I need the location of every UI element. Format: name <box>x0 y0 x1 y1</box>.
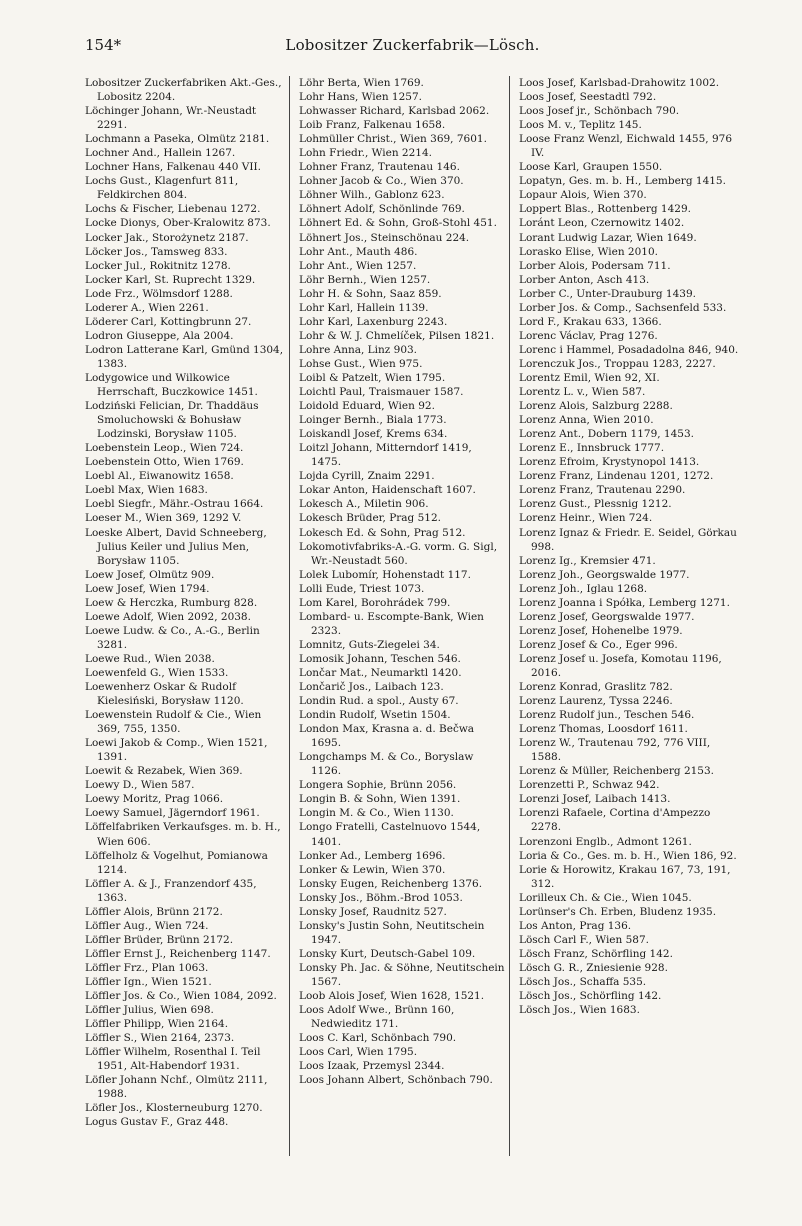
directory-entry: Lorber Jos. & Comp., Sachsenfeld 533. <box>519 301 727 314</box>
directory-entry: Los Anton, Prag 136. <box>519 919 632 932</box>
directory-entry: Lonsky Eugen, Reichenberg 1376. <box>299 877 483 890</box>
directory-entry: Londin Rud. a spol., Austy 67. <box>299 695 459 708</box>
directory-entry: Lorenczuk Jos., Troppau 1283, 2227. <box>519 357 716 370</box>
directory-entry: Lomosik Johann, Teschen 546. <box>299 652 461 665</box>
directory-entry: Loewy Samuel, Jägerndorf 1961. <box>85 807 260 820</box>
directory-entry: Lorant Ludwig Lazar, Wien 1649. <box>519 231 697 244</box>
directory-entry: Loibl & Patzelt, Wien 1795. <box>299 371 446 384</box>
directory-entry: Löhner Wilh., Gablonz 623. <box>299 189 445 202</box>
directory-entry: Lohmüller Christ., Wien 369, 7601. <box>299 133 487 146</box>
directory-entry: Lolek Lubomír, Hohenstadt 117. <box>299 568 471 581</box>
directory-entry: Löffelholz & Vogelhut, Pomianowa 1214. <box>85 849 268 876</box>
directory-entry: Loichtl Paul, Traismauer 1587. <box>299 386 464 399</box>
directory-entry: Lodron Giuseppe, Ala 2004. <box>85 329 234 342</box>
directory-entry: Loránt Leon, Czernowitz 1402. <box>519 217 685 230</box>
directory-entry: Loewit & Rezabek, Wien 369. <box>85 765 243 778</box>
directory-entry: Löfler Jos., Klosterneuburg 1270. <box>85 1102 263 1115</box>
directory-entry: Lorenz Gust., Plessnig 1212. <box>519 498 672 511</box>
directory-entry: Löderer Carl, Kottingbrunn 27. <box>85 315 252 328</box>
directory-entry: Loppert Blas., Rottenberg 1429. <box>519 203 691 216</box>
directory-entry: Lonsky Ph. Jac. & Söhne, Neutitschein 1567. <box>299 961 505 988</box>
directory-entry: Lohwasser Richard, Karlsbad 2062. <box>299 105 490 118</box>
directory-entry: Loewenherz Oskar & Rudolf Kielesiński, Borysław 1120. <box>85 681 244 708</box>
directory-entry: Lochs Gust., Klagenfurt 811, Feldkirchen 804. <box>85 175 239 202</box>
directory-entry: Loewenstein Rudolf & Cie., Wien 369, 755, 1350. <box>85 709 262 736</box>
directory-entry: Lokar Anton, Haidenschaft 1607. <box>299 484 476 497</box>
directory-entry: Lösch G. R., Zniesienie 928. <box>519 961 668 974</box>
directory-entry: Lonker Ad., Lemberg 1696. <box>299 849 446 862</box>
directory-entry: Locke Dionys, Ober-Kralowitz 873. <box>85 217 271 230</box>
directory-entry: Lokomotivfabriks-A.-G. vorm. G. Sigl, Wr.-Neustadt 560. <box>299 540 498 567</box>
directory-entry: Löffler Brüder, Brünn 2172. <box>85 933 234 946</box>
directory-entry: Loinger Bernh., Biala 1773. <box>299 414 447 427</box>
directory-entry: Löffler Philipp, Wien 2164. <box>85 1018 229 1031</box>
directory-entry: Loewy D., Wien 587. <box>85 779 195 792</box>
directory-entry: Lochner And., Hallein 1267. <box>85 147 236 160</box>
directory-entry: Loose Franz Wenzl, Eichwald 1455, 976 IV. <box>519 133 732 160</box>
directory-entry: Löfler Johann Nchf., Olmütz 2111, 1988. <box>85 1074 268 1101</box>
directory-entry: Lösch Carl F., Wien 587. <box>519 933 649 946</box>
directory-entry: Loew Josef, Wien 1794. <box>85 582 210 595</box>
directory-entry: Löffler Jos. & Co., Wien 1084, 2092. <box>85 990 277 1003</box>
directory-entry: Lorenzetti P., Schwaz 942. <box>519 779 660 792</box>
directory-entry: Lomnitz, Guts-Ziegelei 34. <box>299 638 440 651</box>
directory-entry: Lorenz Ignaz & Friedr. E. Seidel, Görkau 998. <box>519 526 737 553</box>
directory-entry: Lorasko Elise, Wien 2010. <box>519 245 658 258</box>
directory-entry: Löffler Aug., Wien 724. <box>85 919 209 932</box>
directory-entry: Loos M. v., Teplitz 145. <box>519 119 642 132</box>
directory-entry: Lodygowice und Wilkowice Herrschaft, Buczkowice 1451. <box>85 371 258 399</box>
directory-entry: Lösch Franz, Schörfling 142. <box>519 947 673 960</box>
directory-entry: Löffler S., Wien 2164, 2373. <box>85 1032 235 1045</box>
directory-entry: Londin Rudolf, Wsetin 1504. <box>299 709 451 722</box>
directory-entry: Loose Karl, Graupen 1550. <box>519 161 663 174</box>
directory-entry: Loebenstein Otto, Wien 1769. <box>85 456 244 469</box>
directory-entry: Lorilleux Ch. & Cie., Wien 1045. <box>519 891 692 904</box>
directory-entry: Lorenz Rudolf jun., Teschen 546. <box>519 709 695 722</box>
directory-entry: Lončarič Jos., Laibach 123. <box>299 681 444 694</box>
directory-entry: Lorenz Heinr., Wien 724. <box>519 512 653 525</box>
directory-entry: Loob Alois Josef, Wien 1628, 1521. <box>299 990 485 1003</box>
directory-entry: Locker Karl, St. Ruprecht 1329. <box>85 273 256 286</box>
entry-columns <box>85 76 740 1156</box>
directory-entry: Lohr & W. J. Chmelíček, Pilsen 1821. <box>299 329 495 342</box>
directory-entry: Lohr Ant., Wien 1257. <box>299 259 417 272</box>
directory-entry: Lohr Ant., Mauth 486. <box>299 245 418 258</box>
directory-entry: Lorentz Emil, Wien 92, XI. <box>519 371 660 384</box>
directory-entry: Lombard- u. Escompte-Bank, Wien 2323. <box>299 610 484 637</box>
directory-entry: London Max, Krasna a. d. Bečwa 1695. <box>299 723 475 750</box>
page-header <box>85 36 740 58</box>
directory-entry: Lonker & Lewin, Wien 370. <box>299 863 446 876</box>
directory-entry: Lohn Friedr., Wien 2214. <box>299 147 432 160</box>
directory-entry: Lohre Anna, Linz 903. <box>299 343 418 356</box>
directory-entry: Löffler Wilhelm, Rosenthal I. Teil 1951, Alt-Habendorf 1931. <box>85 1046 261 1073</box>
directory-entry: Lončar Mat., Neumarktl 1420. <box>299 666 462 679</box>
directory-entry: Lolli Eude, Triest 1073. <box>299 582 425 595</box>
directory-entry: Lorenzi Josef, Laibach 1413. <box>519 793 671 806</box>
directory-entry: Lorenc Václav, Prag 1276. <box>519 329 658 342</box>
directory-entry: Loidold Eduard, Wien 92. <box>299 400 435 413</box>
directory-entry: Loos Josef jr., Schönbach 790. <box>519 105 680 118</box>
directory-entry: Löffler Alois, Brünn 2172. <box>85 905 223 918</box>
directory-entry: Longin M. & Co., Wien 1130. <box>299 807 454 820</box>
directory-entry: Lodziński Felician, Dr. Thaddäus Smoluchowski & Bohusław Lodzinski, Borysław 1105. <box>85 400 259 441</box>
directory-entry: Lonsky Jos., Böhm.-Brod 1053. <box>299 891 463 904</box>
directory-entry: Löchinger Johann, Wr.-Neustadt 2291. <box>85 105 257 132</box>
directory-entry: Loew Josef, Olmütz 909. <box>85 568 215 581</box>
directory-entry: Lochs & Fischer, Liebenau 1272. <box>85 203 261 216</box>
directory-entry: Loos Josef, Karlsbad-Drahowitz 1002. <box>519 77 720 89</box>
directory-entry: Loeser M., Wien 369, 1292 V. <box>85 512 242 525</box>
directory-entry: Lorenz Josef u. Josefa, Komotau 1196, 2016. <box>519 652 722 679</box>
directory-entry: Lorber Alois, Podersam 711. <box>519 259 671 272</box>
directory-entry: Loewi Jakob & Comp., Wien 1521, 1391. <box>85 737 268 764</box>
directory-entry: Lösch Jos., Schörfling 142. <box>519 990 662 1003</box>
directory-entry: Lochmann a Paseka, Olmütz 2181. <box>85 133 270 146</box>
directory-entry: Locker Jak., Storożynetz 2187. <box>85 231 249 244</box>
directory-entry: Lohner Franz, Trautenau 146. <box>299 161 460 174</box>
directory-entry: Lorenz Konrad, Graslitz 782. <box>519 681 673 694</box>
directory-entry: Loebl Max, Wien 1683. <box>85 484 208 497</box>
directory-entry: Longin B. & Sohn, Wien 1391. <box>299 793 461 806</box>
directory-entry: Lösch Jos., Wien 1683. <box>519 1004 640 1017</box>
directory-entry: Loeske Albert, David Schneeberg, Julius Keiler und Julius Men, Borysław 1105. <box>85 526 267 567</box>
directory-entry: Löffler Julius, Wien 698. <box>85 1004 214 1017</box>
directory-entry: Lorünser's Ch. Erben, Bludenz 1935. <box>519 905 717 918</box>
directory-entry: Lorenz Josef & Co., Eger 996. <box>519 638 678 651</box>
directory-entry: Lonsky Kurt, Deutsch-Gabel 109. <box>299 947 476 960</box>
directory-entry: Löffler Ign., Wien 1521. <box>85 976 212 988</box>
directory-entry: Lorentz L. v., Wien 587. <box>519 386 646 399</box>
directory-entry: Lorenz Ant., Dobern 1179, 1453. <box>519 428 694 441</box>
directory-entry: Lohr Hans, Wien 1257. <box>299 91 422 104</box>
directory-entry: Loebl Al., Eiwanowitz 1658. <box>85 470 234 483</box>
page-number: 154* <box>85 36 122 54</box>
directory-entry: Lohr Karl, Laxenburg 2243. <box>299 315 448 328</box>
directory-entry: Lorenz Anna, Wien 2010. <box>519 414 654 427</box>
directory-entry: Lorenz & Müller, Reichenberg 2153. <box>519 765 714 778</box>
directory-entry: Longo Fratelli, Castelnuovo 1544, 1401. <box>299 821 481 848</box>
directory-entry: Loebenstein Leop., Wien 724. <box>85 442 244 455</box>
directory-entry: Lorenz Thomas, Loosdorf 1611. <box>519 723 688 736</box>
directory-entry: Loos Josef, Seestadtl 792. <box>519 91 657 104</box>
directory-entry: Loitzl Johann, Mitterndorf 1419, 1475. <box>299 442 472 469</box>
column-3 <box>509 76 740 1156</box>
directory-entry: Logus Gustav F., Graz 448. <box>85 1116 229 1129</box>
directory-entry: Lohr H. & Sohn, Saaz 859. <box>299 287 442 300</box>
directory-entry: Löffler Frz., Plan 1063. <box>85 961 209 974</box>
directory-entry: Lohr Karl, Hallein 1139. <box>299 301 429 314</box>
directory-entry: Lorenz Franz, Trautenau 2290. <box>519 484 686 497</box>
directory-entry: Lorenz Efroim, Krystynopol 1413. <box>519 456 700 469</box>
directory-entry: Lorenzi Rafaele, Cortina d'Ampezzo 2278. <box>519 807 711 834</box>
directory-entry: Lopatyn, Ges. m. b. H., Lemberg 1415. <box>519 175 726 188</box>
directory-entry: Löffler Ernst J., Reichenberg 1147. <box>85 947 271 960</box>
directory-entry: Lorenz Joh., Iglau 1268. <box>519 582 648 595</box>
directory-entry: Lorenz Laurenz, Tyssa 2246. <box>519 695 673 708</box>
directory-entry: Lohner Jacob & Co., Wien 370. <box>299 175 464 188</box>
directory-entry: Lorenz W., Trautenau 792, 776 VIII, 1588. <box>519 737 711 764</box>
directory-entry: Lokesch A., Miletin 906. <box>299 498 429 511</box>
directory-entry: Lojda Cyrill, Znaim 2291. <box>299 470 435 483</box>
directory-entry: Loos Johann Albert, Schönbach 790. <box>299 1074 493 1087</box>
directory-entry: Lorenzoni Englb., Admont 1261. <box>519 835 692 848</box>
directory-entry: Lorie & Horowitz, Krakau 167, 73, 191, 312. <box>519 863 731 890</box>
directory-entry: Lom Karel, Borohrádek 799. <box>299 596 451 609</box>
directory-entry: Lonsky Josef, Raudnitz 527. <box>299 905 447 918</box>
directory-entry: Lode Frz., Wölmsdorf 1288. <box>85 287 233 300</box>
directory-entry: Lorber C., Unter-Drauburg 1439. <box>519 287 696 300</box>
directory-entry: Lorenz Franz, Lindenau 1201, 1272. <box>519 470 714 483</box>
directory-entry: Loew & Herczka, Rumburg 828. <box>85 596 258 609</box>
directory-entry: Lorenz Josef, Georgswalde 1977. <box>519 610 695 623</box>
directory-entry: Lorenz E., Innsbruck 1777. <box>519 442 665 455</box>
directory-entry: Lorenz Josef, Hohenelbe 1979. <box>519 624 683 637</box>
directory-entry: Löhnert Adolf, Schönlinde 769. <box>299 203 465 216</box>
directory-entry: Loria & Co., Ges. m. b. H., Wien 186, 92. <box>519 849 737 862</box>
directory-entry: Loebl Siegfr., Mähr.-Ostrau 1664. <box>85 498 264 511</box>
directory-entry: Loib Franz, Falkenau 1658. <box>299 119 446 132</box>
column-2 <box>289 76 509 1156</box>
directory-entry: Lobositzer Zuckerfabriken Akt.-Ges., Lobositz 2204. <box>85 77 282 104</box>
directory-entry: Löhnert Jos., Steinschönau 224. <box>299 231 470 244</box>
directory-entry: Löffler A. & J., Franzendorf 435, 1363. <box>85 877 257 904</box>
directory-entry: Loewy Moritz, Prag 1066. <box>85 793 224 806</box>
directory-entry: Lochner Hans, Falkenau 440 VII. <box>85 161 261 174</box>
directory-entry: Loos Adolf Wwe., Brünn 160, Nedwieditz 171. <box>299 1004 455 1031</box>
running-title: Lobositzer Zuckerfabrik—Lösch. <box>285 36 540 54</box>
directory-entry: Lord F., Krakau 633, 1366. <box>519 315 662 328</box>
directory-entry: Löhnert Ed. & Sohn, Groß-Stohl 451. <box>299 217 497 230</box>
directory-entry: Loewenfeld G., Wien 1533. <box>85 666 229 679</box>
directory-entry: Loewe Rud., Wien 2038. <box>85 652 215 665</box>
directory-entry: Lokesch Brüder, Prag 512. <box>299 512 441 525</box>
directory-entry: Loewe Adolf, Wien 2092, 2038. <box>85 610 251 623</box>
directory-entry: Lodron Latterane Karl, Gmünd 1304, 1383. <box>85 343 284 370</box>
directory-entry: Loos Carl, Wien 1795. <box>299 1046 418 1059</box>
directory-entry: Löcker Jos., Tamsweg 833. <box>85 245 228 258</box>
directory-entry: Lorenz Joanna i Spółka, Lemberg 1271. <box>519 596 730 609</box>
directory-entry: Lopaur Alois, Wien 370. <box>519 189 647 202</box>
directory-entry: Lorenz Ig., Kremsier 471. <box>519 554 656 567</box>
directory-entry: Loderer A., Wien 2261. <box>85 301 209 314</box>
directory-entry: Longchamps M. & Co., Boryslaw 1126. <box>299 751 474 778</box>
directory-entry: Lonsky's Justin Sohn, Neutitschein 1947. <box>299 919 485 946</box>
directory-entry: Lorenz Alois, Salzburg 2288. <box>519 400 673 413</box>
directory-entry: Loiskandl Josef, Krems 634. <box>299 428 448 441</box>
directory-entry: Lorenz Joh., Georgswalde 1977. <box>519 568 690 581</box>
directory-entry: Longera Sophie, Brünn 2056. <box>299 779 457 792</box>
directory-entry: Loos Izaak, Przemysl 2344. <box>299 1060 445 1073</box>
directory-entry: Löffelfabriken Verkaufsges. m. b. H., Wien 606. <box>85 821 281 848</box>
directory-entry: Lorenc i Hammel, Posadadolna 846, 940. <box>519 343 739 356</box>
directory-entry: Lokesch Ed. & Sohn, Prag 512. <box>299 526 466 539</box>
directory-entry: Lösch Jos., Schaffa 535. <box>519 976 647 988</box>
directory-entry: Löhr Berta, Wien 1769. <box>299 77 424 89</box>
directory-entry: Loewe Ludw. & Co., A.-G., Berlin 3281. <box>85 624 260 651</box>
directory-entry: Loos C. Karl, Schönbach 790. <box>299 1032 457 1045</box>
directory-entry: Locker Jul., Rokitnitz 1278. <box>85 259 231 272</box>
directory-entry: Lorber Anton, Asch 413. <box>519 273 650 286</box>
column-1 <box>85 76 289 1156</box>
directory-entry: Löhr Bernh., Wien 1257. <box>299 273 431 286</box>
directory-entry: Lohse Gust., Wien 975. <box>299 357 423 370</box>
